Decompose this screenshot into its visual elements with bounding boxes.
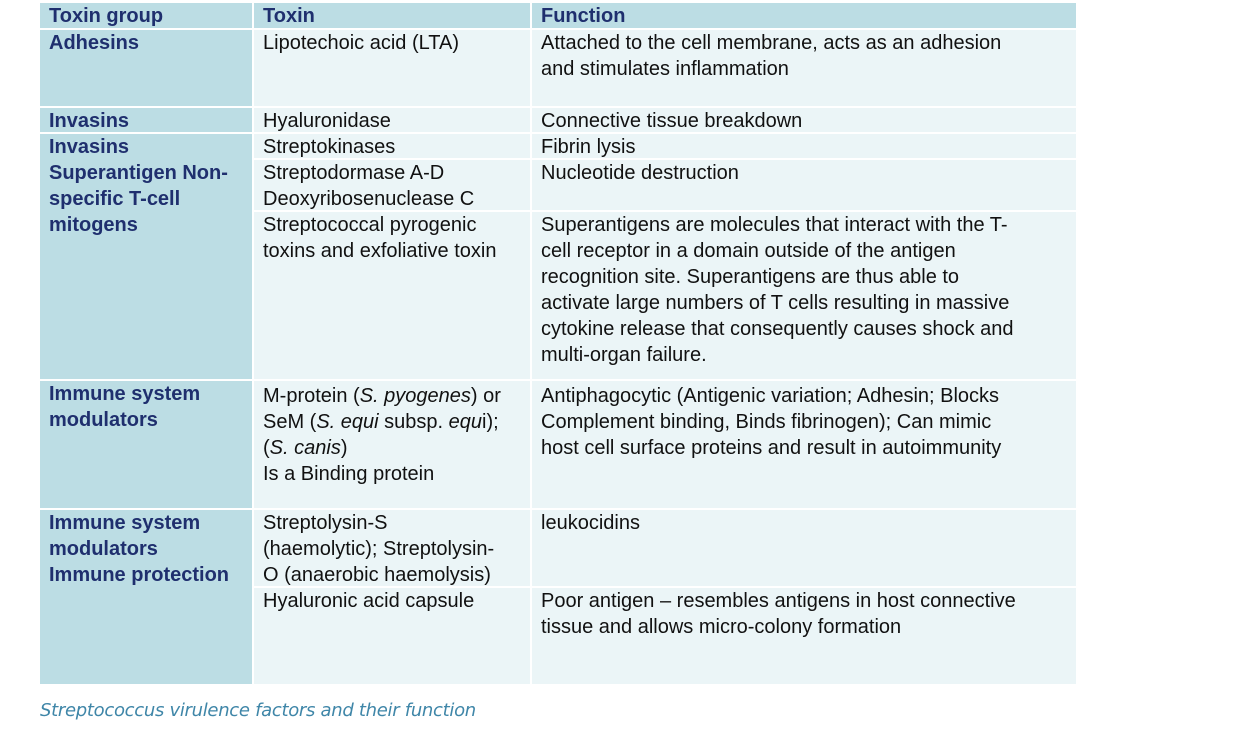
group-cell-immune-modulators bbox=[40, 381, 252, 508]
function-text: tissue and allows micro-colony formation bbox=[541, 616, 902, 638]
function-text: Fibrin lysis bbox=[541, 136, 636, 158]
toxin-text: Is a Binding protein bbox=[263, 463, 435, 485]
toxin-text: Hyaluronidase bbox=[263, 110, 391, 132]
toxin-cell bbox=[254, 381, 530, 508]
header-toxin-group-label: Toxin group bbox=[49, 5, 164, 27]
toxin-text: Streptococcal pyrogenic bbox=[263, 214, 477, 236]
function-text: cell receptor in a domain outside of the antigen bbox=[541, 240, 956, 262]
group-label: Invasins bbox=[49, 110, 130, 132]
toxin-text: Streptokinases bbox=[263, 136, 396, 158]
group-cell-adhesins bbox=[40, 30, 252, 106]
function-cell bbox=[532, 212, 1076, 379]
header-function-label: Function bbox=[541, 5, 626, 27]
species-name: S. canis bbox=[269, 437, 341, 459]
function-text: leukocidins bbox=[541, 512, 640, 534]
function-text: activate large numbers of T cells resulting in massive bbox=[541, 292, 1010, 314]
header-function bbox=[532, 3, 1076, 28]
group-label: Immune system bbox=[49, 512, 201, 534]
group-label: modulators bbox=[49, 538, 158, 560]
group-label: Invasins bbox=[49, 136, 130, 158]
toxin-text: toxins and exfoliative toxin bbox=[263, 240, 497, 262]
toxin-text: O (anaerobic haemolysis) bbox=[263, 564, 491, 586]
group-label: Superantigen Non- bbox=[49, 162, 228, 184]
function-text: multi-organ failure. bbox=[541, 344, 707, 366]
toxin-cell bbox=[254, 134, 530, 158]
toxin-text: Lipotechoic acid (LTA) bbox=[263, 32, 460, 54]
function-text: Connective tissue breakdown bbox=[541, 110, 803, 132]
header-toxin-group bbox=[40, 3, 252, 28]
toxin-text-part: ) bbox=[340, 437, 348, 459]
toxin-cell bbox=[254, 212, 530, 379]
header-toxin bbox=[254, 3, 530, 28]
toxin-text-part: ) or bbox=[470, 385, 501, 407]
toxin-text: Streptolysin-S bbox=[263, 512, 388, 534]
toxin-cell bbox=[254, 108, 530, 132]
toxin-text-part: subsp. bbox=[378, 411, 449, 433]
function-text: host cell surface proteins and result in autoimmunity bbox=[541, 437, 1002, 459]
toxin-text-part: M-protein ( bbox=[263, 385, 360, 407]
function-text: cytokine release that consequently causes shock and bbox=[541, 318, 1014, 340]
toxin-text: Hyaluronic acid capsule bbox=[263, 590, 475, 612]
function-cell bbox=[532, 510, 1076, 586]
toxin-text: (haemolytic); Streptolysin- bbox=[263, 538, 495, 560]
function-cell bbox=[532, 588, 1076, 684]
function-cell bbox=[532, 30, 1076, 106]
group-label: Immune protection bbox=[49, 564, 230, 586]
group-cell-invasins bbox=[40, 108, 252, 132]
function-cell bbox=[532, 134, 1076, 158]
function-text: Complement binding, Binds fibrinogen); Can mimic bbox=[541, 411, 992, 433]
virulence-table bbox=[40, 3, 1076, 684]
toxin-cell bbox=[254, 160, 530, 210]
table-caption: Streptococcus virulence factors and their function bbox=[40, 700, 476, 721]
group-label: Immune system bbox=[49, 383, 201, 405]
toxin-cell bbox=[254, 588, 530, 684]
species-name: equ bbox=[448, 411, 483, 433]
toxin-text bbox=[263, 383, 530, 409]
group-label: Adhesins bbox=[49, 32, 140, 54]
header-toxin-label: Toxin bbox=[263, 5, 315, 27]
group-label: specific T-cell bbox=[49, 188, 181, 210]
function-cell bbox=[532, 160, 1076, 210]
toxin-text: Streptodormase A-D bbox=[263, 162, 445, 184]
toxin-text-part: ( bbox=[263, 437, 270, 459]
function-cell bbox=[532, 108, 1076, 132]
function-text: Superantigens are molecules that interact with the T- bbox=[541, 214, 1008, 236]
function-text: Poor antigen – resembles antigens in host connective bbox=[541, 590, 1016, 612]
toxin-text bbox=[263, 409, 530, 435]
toxin-cell bbox=[254, 510, 530, 586]
toxin-text-part: i); bbox=[482, 411, 499, 433]
function-text: Attached to the cell membrane, acts as an adhesion bbox=[541, 32, 1002, 54]
toxin-text bbox=[263, 435, 530, 461]
species-name: S. equi bbox=[316, 411, 379, 433]
function-text: recognition site. Superantigens are thus able to bbox=[541, 266, 960, 288]
toxin-cell bbox=[254, 30, 530, 106]
group-cell-superantigen bbox=[40, 134, 252, 379]
group-label: modulators bbox=[49, 409, 158, 431]
function-cell bbox=[532, 381, 1076, 508]
function-text: and stimulates inflammation bbox=[541, 58, 789, 80]
toxin-text: Deoxyribosenuclease C bbox=[263, 188, 475, 210]
group-cell-immune-protection bbox=[40, 510, 252, 684]
group-label: mitogens bbox=[49, 214, 138, 236]
toxin-text-part: SeM ( bbox=[263, 411, 317, 433]
function-text: Nucleotide destruction bbox=[541, 162, 739, 184]
function-text: Antiphagocytic (Antigenic variation; Adhesin; Blocks bbox=[541, 385, 1000, 407]
species-name: S. pyogenes bbox=[359, 385, 471, 407]
